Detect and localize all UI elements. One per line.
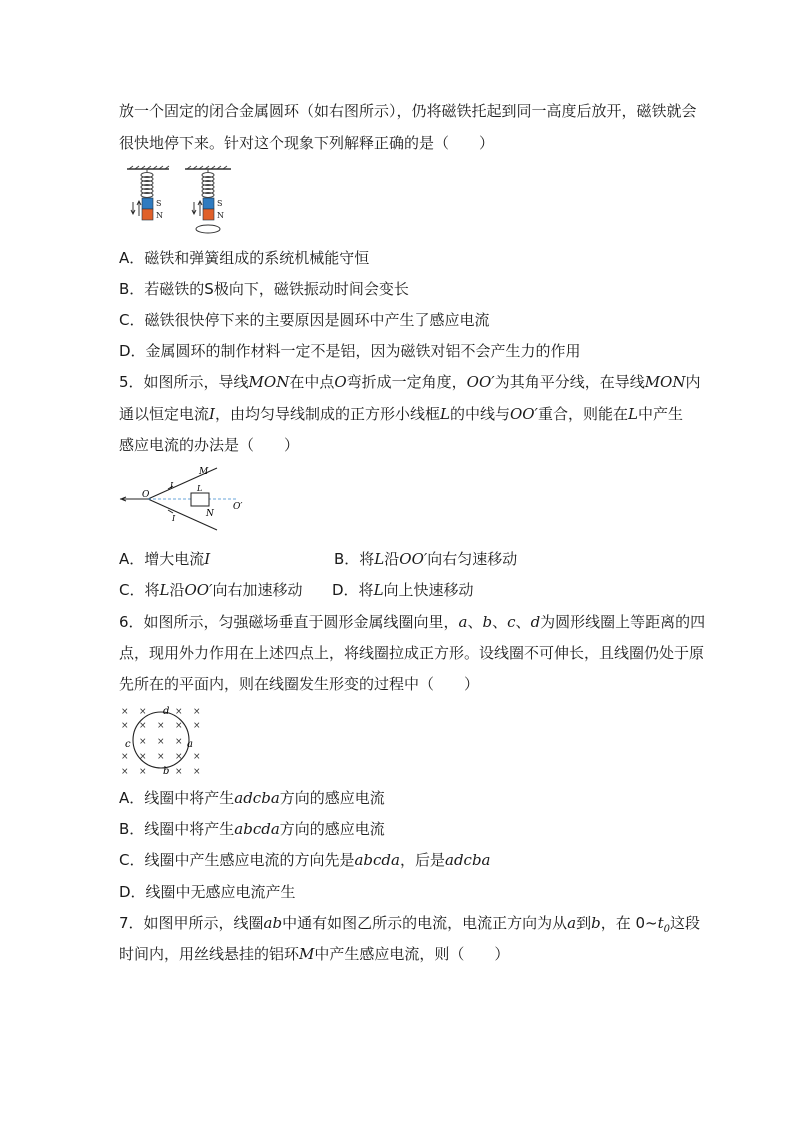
svg-text:M: M	[199, 467, 209, 477]
svg-text:a: a	[187, 739, 193, 750]
q5-option-c: C．将L沿OO′向右加速移动	[119, 581, 303, 599]
field-cross-mark: ×	[157, 721, 165, 731]
magnet-n-pole-right	[203, 209, 214, 220]
magnet-s-pole-right	[203, 198, 214, 209]
field-cross-mark: ×	[175, 707, 183, 717]
svg-text:d: d	[163, 706, 170, 717]
field-cross-mark: ×	[121, 707, 129, 717]
field-cross-mark: ×	[175, 737, 183, 747]
magnet-n-pole-left	[142, 209, 153, 220]
magnet-s-pole-left	[142, 198, 153, 209]
q5-stem-line1: 5．如图所示，导线MON在中点O弯折成一定角度，OO′为其角平分线，在导线MON内	[119, 373, 701, 391]
field-cross-mark: ×	[139, 707, 147, 717]
field-cross-mark: ×	[157, 752, 165, 762]
field-cross-mark: ×	[193, 752, 201, 762]
q4-option-b: B．若磁铁的S极向下，磁铁振动时间会变长	[119, 280, 409, 298]
q4-stem-line2: 很快地停下来。针对这个现象下列解释正确的是（ ）	[119, 134, 495, 152]
q5-option-d: D．将L向上快速移动	[332, 581, 474, 599]
q5-stem-line3: 感应电流的办法是（ ）	[119, 436, 300, 454]
q6-stem-line2: 点，现用外力作用在上述四点上，将线圈拉成正方形。设线圈不可伸长，且线圈仍处于原	[119, 644, 705, 662]
q4-option-c: C．磁铁很快停下来的主要原因是圆环中产生了感应电流	[119, 311, 490, 329]
metal-ring	[196, 225, 220, 233]
svg-text:O′: O′	[233, 502, 243, 512]
field-cross-mark: ×	[193, 721, 201, 731]
svg-text:I: I	[170, 481, 174, 490]
q6-stem-line3: 先所在的平面内，则在线圈发生形变的过程中（ ）	[119, 675, 480, 693]
field-cross-mark: ×	[121, 752, 129, 762]
svg-text:O: O	[142, 490, 150, 500]
svg-text:S: S	[156, 199, 162, 208]
svg-text:N: N	[206, 509, 214, 519]
svg-text:I: I	[172, 514, 176, 523]
svg-text:N: N	[217, 211, 224, 220]
q6-figure-coil-in-field	[118, 700, 204, 778]
q4-option-a: A．磁铁和弹簧组成的系统机械能守恒	[119, 249, 370, 267]
svg-text:L: L	[197, 484, 203, 493]
q7-stem-line1: 7．如图甲所示，线圈ab中通有如图乙所示的电流，电流正方向为从a到b，在 $0\sim t_0$这段	[119, 914, 700, 935]
field-cross-mark: ×	[139, 752, 147, 762]
svg-text:S: S	[217, 199, 223, 208]
q6-option-d: D．线圈中无感应电流产生	[119, 883, 296, 901]
q4-option-d: D．金属圆环的制作材料一定不是铝，因为磁铁对铝不会产生力的作用	[119, 342, 581, 360]
q4-figure-magnet-spring	[125, 166, 240, 236]
field-cross-mark: ×	[139, 767, 147, 777]
field-cross-mark: ×	[175, 767, 183, 777]
q6-stem-line1: 6．如图所示，匀强磁场垂直于圆形金属线圈向里，a、b、c、d为圆形线圈上等距离的四	[119, 613, 706, 631]
field-cross-mark: ×	[139, 737, 147, 747]
field-cross-mark: ×	[193, 767, 201, 777]
field-cross-mark: ×	[157, 737, 165, 747]
q6-option-c: C．线圈中产生感应电流的方向先是abcda，后是adcba	[119, 851, 491, 869]
field-cross-mark: ×	[139, 721, 147, 731]
q6-option-b: B．线圈中将产生abcda方向的感应电流	[119, 820, 385, 838]
q7-stem-line2: 时间内，用丝线悬挂的铝环M中产生感应电流，则（ ）	[119, 945, 510, 963]
q5-option-b: B．将L沿OO′向右匀速移动	[334, 550, 518, 568]
field-cross-mark: ×	[121, 767, 129, 777]
q5-option-a: A．增大电流I	[119, 550, 211, 568]
field-cross-mark: ×	[175, 752, 183, 762]
square-loop-L	[191, 493, 209, 506]
svg-text:c: c	[125, 739, 131, 750]
field-cross-mark: ×	[121, 721, 129, 731]
q5-stem-line2: 通以恒定电流I，由均匀导线制成的正方形小线框L的中线与OO′重合，则能在L中产生	[119, 405, 683, 423]
field-cross-mark: ×	[193, 707, 201, 717]
svg-text:b: b	[163, 766, 170, 777]
q4-stem-line1: 放一个固定的闭合金属圆环（如右图所示），仍将磁铁托起到同一高度后放开，磁铁就会	[119, 102, 697, 120]
q6-option-a: A．线圈中将产生adcba方向的感应电流	[119, 789, 385, 807]
field-cross-mark: ×	[175, 721, 183, 731]
svg-text:N: N	[156, 211, 163, 220]
q5-figure-bent-wire	[118, 464, 253, 523]
